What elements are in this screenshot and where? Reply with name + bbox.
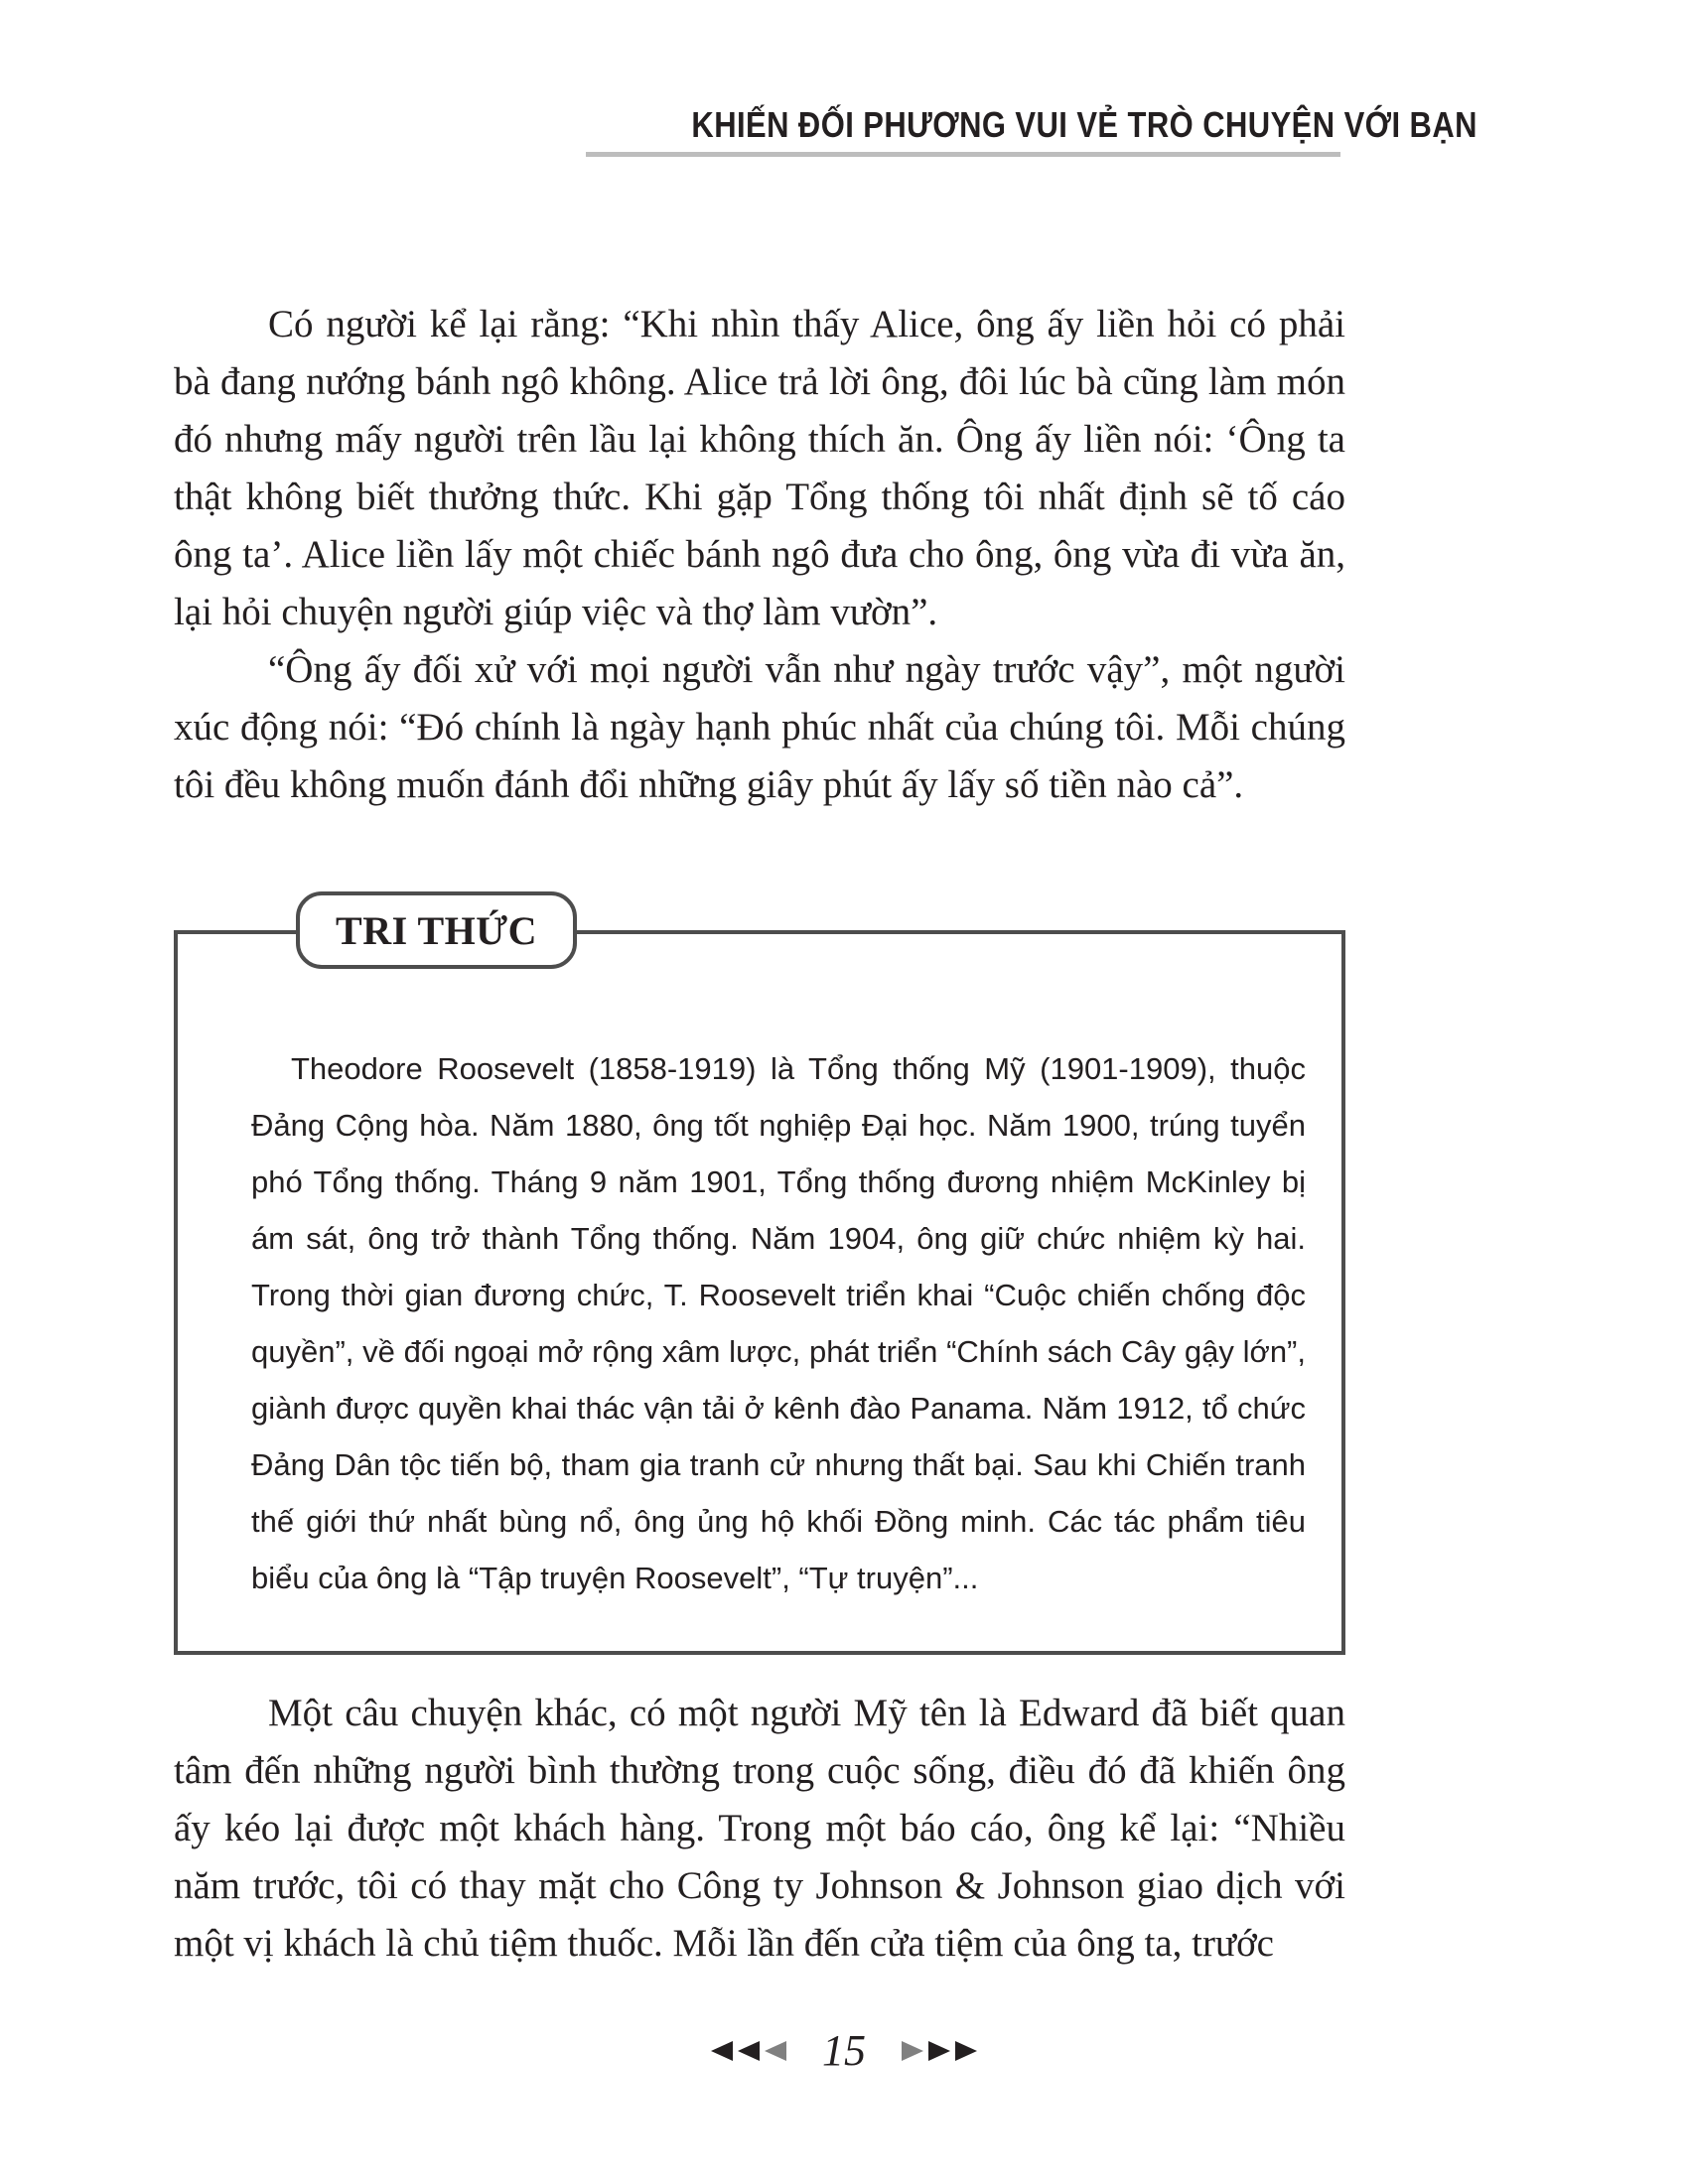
knowledge-box-tab xyxy=(296,891,577,969)
knowledge-box-title: TRI THỨC xyxy=(336,907,537,953)
knowledge-box-text xyxy=(251,1040,1306,1606)
body-paragraph: Một câu chuyện khác, có một người Mỹ tên là Edward đã biết quan tâm đến những người bình thường trong cuộc sống, điều đó đã khiến ông ấy kéo lại được một khách hàng. Trong một báo cáo, ông kể lại: “Nhiều năm trước, tôi có thay mặt cho Công ty Johnson & Johnson giao dịch với một vị khách là chủ tiệm thuốc. Mỗi lần đến cửa tiệm của ông ta, trước xyxy=(174,1692,1345,1965)
triple-right-arrow-icon xyxy=(898,2040,977,2062)
running-header xyxy=(586,103,1477,147)
knowledge-paragraph: Theodore Roosevelt (1858-1919) là Tổng thống Mỹ (1901-1909), thuộc Đảng Cộng hòa. Năm 1880, ông tốt nghiệp Đại học. Năm 1900, trúng tuyển phó Tổng thống. Tháng 9 năm 1901, Tổng thống đương nhiệm McKinley bị ám sát, ông trở thành Tổng thống. Năm 1904, ông giữ chức nhiệm kỳ hai. Trong thời gian đương chức, T. Roosevelt triển khai “Cuộc chiến chống độc quyền”, về đối ngoại mở rộng xâm lược, phát triển “Chính sách Cây gậy lớn”, giành được quyền khai thác vận tải ở kênh đào Panama. Năm 1912, tổ chức Đảng Dân tộc tiến bộ, tham gia tranh cử nhưng thất bại. Sau khi Chiến tranh thế giới thứ nhất bùng nổ, ông ủng hộ khối Đồng minh. Các tác phẩm tiêu biểu của ông là “Tập truyện Roosevelt”, “Tự truyện”... xyxy=(251,1051,1306,1595)
body-paragraph: Có người kể lại rằng: “Khi nhìn thấy Alice, ông ấy liền hỏi có phải bà đang nướng bánh ngô không. Alice trả lời ông, đôi lúc bà cũng làm món đó nhưng mấy người trên lầu lại không thích ăn. Ông ấy liền nói: ‘Ông ta thật không biết thưởng thức. Khi gặp Tổng thống tôi nhất định sẽ tố cáo ông ta’. Alice liền lấy một chiếc bánh ngô đưa cho ông, ông vừa đi vừa ăn, lại hỏi chuyện người giúp việc và thợ làm vườn”. xyxy=(174,303,1345,633)
body-paragraph: “Ông ấy đối xử với mọi người vẫn như ngày trước vậy”, một người xúc động nói: “Đó chính là ngày hạnh phúc nhất của chúng tôi. Mỗi chúng tôi đều không muốn đánh đổi những giây phút ấy lấy số tiền nào cả”. xyxy=(174,648,1345,806)
page-footer xyxy=(0,2025,1688,2076)
page-number: 15 xyxy=(822,2026,866,2075)
header-rule xyxy=(586,152,1340,157)
body-section-1 xyxy=(174,296,1345,814)
running-header-title: KHIẾN ĐỐI PHƯƠNG VUI VẺ TRÒ CHUYỆN VỚI BẠN xyxy=(691,104,1477,145)
body-section-2 xyxy=(174,1685,1345,1973)
triple-left-arrow-icon xyxy=(711,2040,790,2062)
